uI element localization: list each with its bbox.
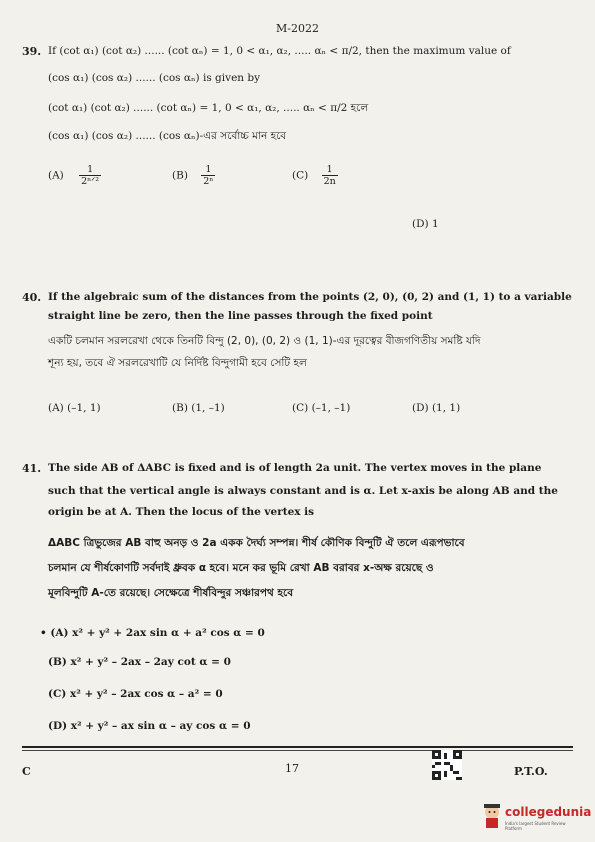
logo-text: collegedunia <box>505 805 592 819</box>
q41-number: 41. <box>22 462 42 475</box>
footer-set-code: C <box>22 765 31 778</box>
footer-rule-thin <box>22 750 573 751</box>
q41-english-line-2: such that the vertical angle is always constant and is α. Let x-axis be along AB and the <box>48 485 558 497</box>
footer-rule <box>22 746 573 748</box>
q40-option-b: (B) (1, –1) <box>172 402 225 414</box>
mascot-icon <box>481 803 503 829</box>
q41-bengali-line-2: চলমান যে শীর্ষকোণটি সর্বদাই ধ্রুবক α হবে। মনে কর ভূমি রেখা AB বরাবর x-অক্ষ রয়েছে ও <box>48 562 434 574</box>
q40-english-line-1: If the algebraic sum of the distances from the points (2, 0), (0, 2) and (1, 1) to a variable <box>48 291 572 303</box>
q39-option-c-label: (C) <box>292 169 309 182</box>
q41-option-d: (D) x² + y² – ax sin α – ay cos α = 0 <box>48 720 251 732</box>
pto-label: P.T.O. <box>514 765 548 778</box>
q41-bengali-line-1: ΔABC ত্রিভুজের AB বাহু অনড় ও 2a একক দৈর্ঘ্য সম্পন্ন। শীর্ষ কৌণিক বিন্দুটি ঐ তলে এরূপভাবে <box>48 537 465 549</box>
q39-number: 39. <box>22 45 42 58</box>
q39-english-line-1: If (cot α₁) (cot α₂) ...... (cot αₙ) = 1, 0 < α₁, α₂, ..... αₙ < π/2, then the maximum value of <box>48 45 511 57</box>
q40-bengali-line-2: শূন্য হয়, তবে ঐ সরলরেখাটি যে নির্দিষ্ট বিন্দুগামী হবে সেটি হল <box>48 357 307 369</box>
q39-option-b-numerator: 1 <box>201 164 215 176</box>
q39-option-c <box>292 164 338 187</box>
qr-code-icon <box>432 750 462 780</box>
q39-english-line-2: (cos α₁) (cos α₂) ...... (cos αₙ) is given by <box>48 72 261 84</box>
q41-english-line-1: The side AB of ΔABC is fixed and is of length 2a unit. The vertex moves in the plane <box>48 462 542 474</box>
collegedunia-logo <box>481 799 592 833</box>
q41-english-line-3: origin be at A. Then the locus of the vertex is <box>48 506 315 518</box>
q39-option-c-fraction <box>322 164 338 187</box>
q39-option-b-fraction <box>201 164 215 187</box>
q40-bengali-line-1: একটি চলমান সরলরেখা থেকে তিনটি বিন্দু (2, 0), (0, 2) ও (1, 1)-এর দূরত্বের বীজগণিতীয় সমষ্টি যদি <box>48 335 481 347</box>
q41-option-a: • (A) x² + y² + 2ax sin α + a² cos α = 0 <box>40 627 265 639</box>
q40-option-d: (D) (1, 1) <box>412 402 461 414</box>
q39-option-a <box>48 164 101 187</box>
q40-english-line-2: straight line be zero, then the line passes through the fixed point <box>48 310 433 322</box>
q39-option-c-denominator: 2n <box>323 176 336 187</box>
q39-option-b-denominator: 2ⁿ <box>203 176 214 187</box>
q39-option-a-label: (A) <box>48 169 64 182</box>
q39-option-b-label: (B) <box>172 169 188 182</box>
page-number: 17 <box>285 762 299 775</box>
q40-option-a: (A) (–1, 1) <box>48 402 101 414</box>
q41-option-c: (C) x² + y² – 2ax cos α – a² = 0 <box>48 688 223 700</box>
q39-option-a-numerator: 1 <box>79 164 101 176</box>
q40-option-c: (C) (–1, –1) <box>292 402 351 414</box>
q39-option-d: (D) 1 <box>412 218 439 230</box>
q39-bengali-line-1: (cot α₁) (cot α₂) ...... (cot αₙ) = 1, 0 < α₁, α₂, ..... αₙ < π/2 হলে <box>48 102 369 114</box>
q39-bengali-line-2: (cos α₁) (cos α₂) ...... (cos αₙ)-এর সর্বোচ্চ মান হবে <box>48 130 287 142</box>
q40-number: 40. <box>22 291 42 304</box>
q39-option-a-fraction <box>79 164 101 187</box>
q41-bengali-line-3: মূলবিন্দুটি A-তে রয়েছে। সেক্ষেত্রে শীর্ষবিন্দুর সঞ্চারপথ হবে <box>48 587 294 599</box>
q39-option-c-numerator: 1 <box>322 164 338 176</box>
q39-option-b <box>172 164 215 187</box>
logo-tagline: India's largest Student Review Platform <box>505 821 566 831</box>
paper-code: M-2022 <box>276 22 319 35</box>
q41-option-b: (B) x² + y² – 2ax – 2ay cot α = 0 <box>48 656 231 668</box>
q39-option-a-denominator: 2ⁿᐟ² <box>81 176 100 187</box>
